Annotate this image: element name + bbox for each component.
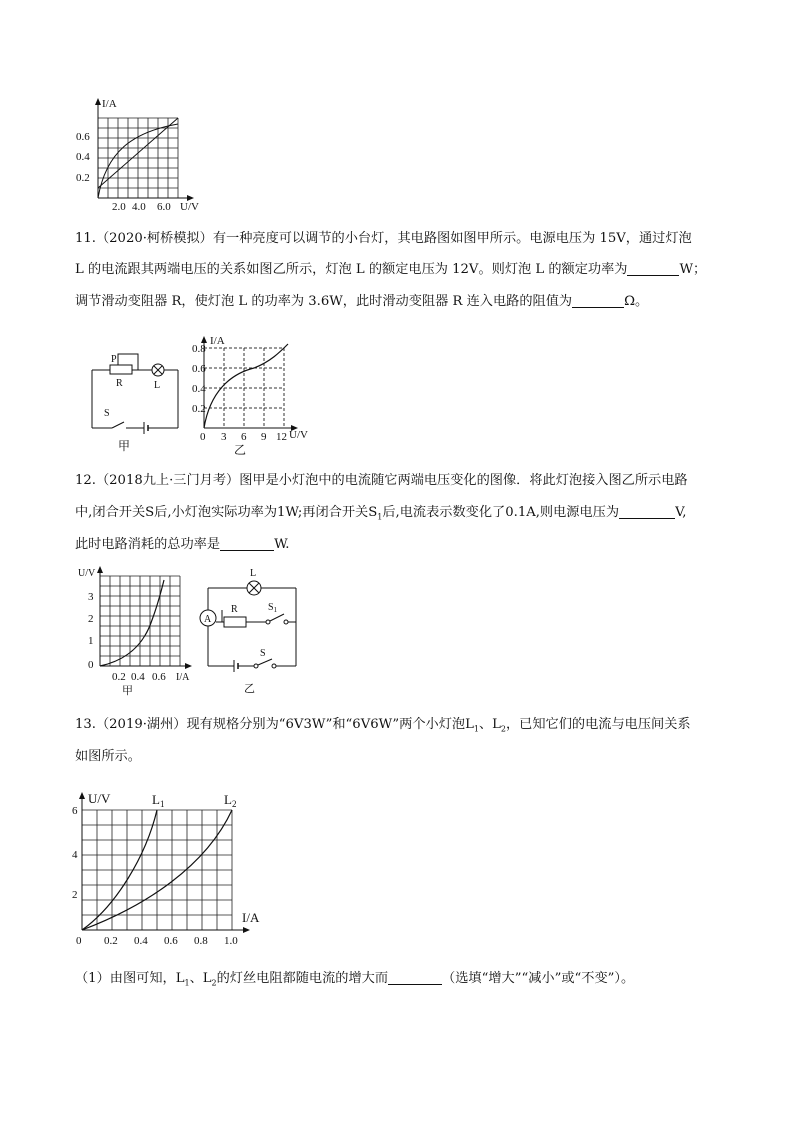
q13-label-l2-sub: 2: [231, 799, 237, 809]
q13-sub-question-1: [75, 968, 634, 995]
q12-graph-y-tick: 1: [88, 635, 94, 647]
q13-graph-y-label: U/V: [88, 791, 111, 806]
q13-label-l1-letter: L: [152, 792, 160, 807]
q12-caption-jia: 甲: [122, 685, 133, 697]
q13-graph-x-tick: 0.4: [134, 935, 148, 947]
q13-sub1-text-b: 、L: [189, 971, 212, 986]
q11-switch: [112, 422, 124, 428]
q11-graph-x-tick: 6: [241, 431, 247, 443]
q11-label-p: P: [111, 354, 117, 365]
q12-graph-x-tick: 0.4: [131, 671, 145, 683]
top-graph-x-tick: 2.0: [112, 201, 126, 213]
q13-answer-blank-1[interactable]: [388, 970, 442, 985]
q11-iu-graph: [190, 334, 312, 456]
q13-sub1-s2: 2: [211, 978, 217, 988]
q11-graph-y-tick: 0.6: [192, 363, 206, 375]
q11-line-3: [75, 291, 648, 313]
q13-l2-subscript: 2: [500, 724, 506, 734]
q12-ui-graph: [78, 564, 196, 698]
q12-line-1: [75, 470, 688, 492]
q12-answer-blank-1[interactable]: [619, 504, 675, 519]
q11-slider: [118, 354, 138, 370]
q12-label-s1: [268, 602, 278, 614]
q11-line-2-text: L 的电流跟其两端电压的关系如图乙所示，灯泡 L 的额定电压为 12V。则灯泡 L 的额定功率为: [75, 262, 628, 277]
q11-line-2: [75, 259, 706, 281]
q11-label-l: L: [154, 380, 161, 391]
q13-sub1-s1: 1: [184, 978, 190, 988]
q12-label-s1-sub: 1: [273, 606, 278, 614]
q11-graph-y-tick: 0.2: [192, 403, 206, 415]
q12-switch-s1: [270, 614, 284, 621]
q12-line-1-text: 12.（2018九上·三门月考）图甲是小灯泡中的电流随它两端电压变化的图像．将此灯泡接入图乙所示电路: [75, 473, 688, 488]
q13-line-1: [75, 714, 691, 741]
q11-circuit-diagram: [86, 348, 186, 456]
q11-line-1-text: 11.（2020·柯桥模拟）有一种亮度可以调节的小台灯，其电路图如图甲所示。电源电压为 15V，通过灯泡: [75, 231, 692, 246]
top-graph-y-tick: 0.2: [76, 172, 90, 184]
top-graph-grid: [98, 118, 178, 198]
top-graph-x-tick: 4.0: [132, 201, 146, 213]
top-graph-y-tick: 0.4: [76, 151, 90, 163]
q12-line-2-text-b: 后,电流表示数变化了0.1A,则电源电压为: [382, 505, 620, 520]
q12-line-2-text-a: 中,闭合开关S后,小灯泡实际功率为1W;再闭合开关S: [75, 505, 378, 520]
q12-line-2: [75, 502, 686, 529]
q12-graph-x-label: I/A: [176, 672, 190, 683]
q12-label-s: S: [260, 648, 266, 659]
q12-graph-y-tick: 2: [88, 613, 94, 625]
q13-graph-grid: [82, 810, 232, 930]
q13-ui-graph: [66, 786, 266, 948]
q13-l1-subscript: 1: [473, 724, 479, 734]
q12-circuit-diagram: [196, 566, 306, 698]
q12-label-l: L: [250, 568, 257, 579]
q11-graph-dash-grid: [204, 348, 284, 428]
q13-graph-x-tick: 0.6: [164, 935, 178, 947]
q11-line-1: [75, 228, 692, 250]
q13-graph-y-tick: 2: [72, 889, 78, 901]
q13-line-1-sep: 、L: [478, 717, 501, 732]
q11-line-3-text: 调节滑动变阻器 R，使灯泡 L 的功率为 3.6W，此时滑动变阻器 R 连入电路的阻值为: [75, 294, 573, 309]
top-graph-x-label: U/V: [180, 201, 199, 213]
q13-graph-y-tick: 6: [72, 805, 78, 817]
q12-label-ammeter: A: [204, 614, 212, 625]
q13-label-l1: [152, 792, 164, 809]
q13-label-l2-letter: L: [224, 792, 232, 807]
q11-caption-yi: 乙: [234, 443, 247, 456]
q12-switch-s: [258, 659, 272, 665]
q13-line-2-text: 如图所示。: [75, 749, 141, 764]
top-iu-graph: [72, 92, 212, 214]
q12-graph-y-tick: 0: [88, 659, 94, 671]
q13-line-2: [75, 746, 141, 768]
q11-graph-x-tick: 12: [276, 431, 287, 443]
q11-label-s: S: [104, 408, 110, 419]
q11-answer-blank-1[interactable]: [627, 261, 679, 276]
q11-line-3-unit: Ω。: [624, 294, 649, 309]
q13-sub1-text-a: （1）由图可知，L: [75, 971, 185, 986]
q11-graph-y-tick: 0.4: [192, 383, 206, 395]
q12-s1-subscript: 1: [377, 512, 383, 522]
q11-graph-x-tick: 0: [200, 431, 206, 443]
q12-label-s1-letter: S: [268, 602, 274, 613]
q11-graph-y-tick: 0.8: [192, 343, 206, 355]
q11-caption-jia: 甲: [118, 439, 131, 453]
q12-graph-y-tick: 3: [88, 591, 94, 603]
top-graph-y-label: I/A: [102, 98, 117, 110]
q12-graph-curve: [100, 580, 164, 666]
q13-graph-x-tick: 0.8: [194, 935, 208, 947]
top-graph-y-tick: 0.6: [76, 131, 90, 143]
q11-answer-blank-2[interactable]: [572, 293, 624, 308]
q11-graph-y-label: I/A: [210, 335, 225, 347]
q13-graph-x-label: I/A: [242, 910, 260, 925]
q13-sub1-text-d: （选填“增大”“减小”或“不变”）。: [442, 971, 635, 986]
q13-line-1-text: 13.（2019·湖州）现有规格分别为“6V3W”和“6V6W”两个小灯泡L: [75, 717, 474, 732]
q13-label-l2: [224, 792, 236, 809]
q11-graph-x-tick: 9: [261, 431, 267, 443]
q13-graph-x-tick: 1.0: [224, 935, 238, 947]
q12-line-2-unit: V,: [675, 505, 687, 520]
q13-label-l1-sub: 1: [159, 799, 165, 809]
q13-sub1-text-c: 的灯丝电阻都随电流的增大而: [216, 971, 389, 986]
q12-answer-blank-2[interactable]: [220, 536, 274, 551]
q12-caption-yi: 乙: [244, 683, 255, 695]
q12-resistor: [224, 617, 246, 627]
q11-graph-curve: [204, 344, 288, 428]
q11-rheostat: [110, 365, 132, 374]
q11-label-r: R: [116, 378, 123, 389]
q13-graph-x-tick: 0: [76, 935, 82, 947]
q12-graph-grid: [100, 576, 180, 666]
q11-graph-x-label: U/V: [289, 429, 308, 441]
q12-line-3-unit: W.: [274, 537, 290, 552]
q13-graph-x-tick: 0.2: [104, 935, 118, 947]
q12-line-3: [75, 534, 290, 556]
q11-graph-x-tick: 3: [221, 431, 227, 443]
q12-graph-x-tick: 0.2: [112, 671, 126, 683]
q12-graph-x-tick: 0.6: [152, 671, 166, 683]
q13-line-1-text-b: ，已知它们的电流与电压间关系: [505, 717, 691, 732]
top-graph-x-tick: 6.0: [157, 201, 171, 213]
q12-line-3-text: 此时电路消耗的总功率是: [75, 537, 221, 552]
q11-line-2-unit: W；: [679, 262, 707, 277]
q12-graph-y-label: U/V: [78, 568, 96, 579]
q12-label-r: R: [231, 604, 238, 615]
q13-graph-y-tick: 4: [72, 849, 78, 861]
